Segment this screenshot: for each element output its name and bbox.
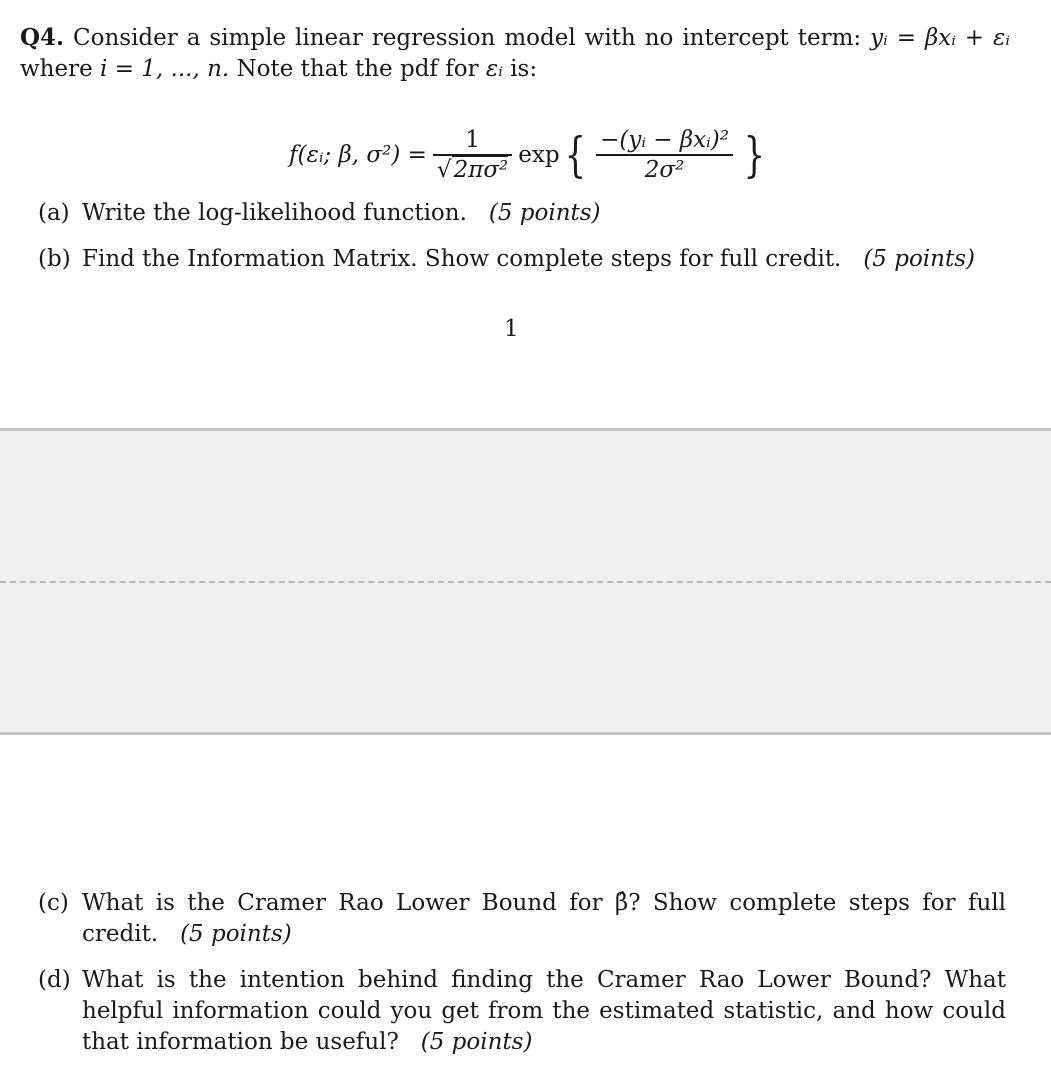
- page-number: 1: [504, 316, 519, 342]
- index-range: i = 1, ..., n.: [100, 56, 230, 82]
- part-label: (b): [38, 246, 71, 272]
- left-brace-icon: {: [564, 127, 586, 183]
- right-brace-icon: }: [743, 127, 765, 183]
- part-text: What is the Cramer Rao Lower Bound for β̂? Show complete steps for full credit.: [82, 890, 1006, 947]
- part-label: (d): [38, 967, 71, 993]
- fraction-normalizer: [433, 126, 512, 184]
- is-text: is:: [510, 56, 538, 82]
- note-text: Note that the pdf for: [236, 56, 479, 82]
- exponent-denominator: 2σ²: [644, 156, 685, 183]
- where-text: where: [20, 56, 93, 82]
- page-2: [0, 735, 1051, 1089]
- part-label: (c): [38, 890, 69, 916]
- fraction-numerator: 1: [465, 127, 480, 154]
- question-label: Q4.: [20, 24, 65, 51]
- page-gap: [0, 428, 1051, 735]
- page-1: [0, 0, 1051, 428]
- part-label: (a): [38, 200, 70, 226]
- sqrt-argument: 2πσ²: [453, 156, 509, 183]
- part-text: Find the Information Matrix. Show complete steps for full credit.: [82, 246, 842, 272]
- part-points: (5 points): [488, 200, 601, 226]
- fraction-denominator: √2πσ²: [436, 156, 509, 183]
- part-text: What is the intention behind finding the Cramer Rao Lower Bound? What helpful information could you get from the estimated statistic, and how could that information be useful?: [82, 967, 1006, 1055]
- part-points: (5 points): [420, 1029, 533, 1055]
- part-b: [38, 244, 1006, 275]
- part-text: Write the log-likelihood function.: [82, 200, 467, 226]
- part-c: [38, 888, 1006, 950]
- exp-function: exp: [518, 142, 560, 168]
- part-points: (5 points): [863, 246, 975, 272]
- exponent-numerator: −(yᵢ − βxᵢ)²: [600, 127, 729, 154]
- fraction-exponent: [596, 126, 733, 184]
- page-break-divider: [0, 581, 1051, 583]
- part-points: (5 points): [180, 921, 292, 947]
- epsilon-symbol: εᵢ: [485, 56, 503, 82]
- model-equation: yᵢ = βxᵢ + εᵢ: [870, 25, 1011, 51]
- intro-text: Consider a simple linear regression model with no intercept term:: [73, 25, 862, 51]
- part-a: [38, 198, 1006, 229]
- part-d: [38, 965, 1006, 1058]
- formula-lhs: f(εᵢ; β, σ²) =: [289, 142, 427, 168]
- pdf-formula: [289, 120, 770, 190]
- question-intro: [20, 22, 1010, 85]
